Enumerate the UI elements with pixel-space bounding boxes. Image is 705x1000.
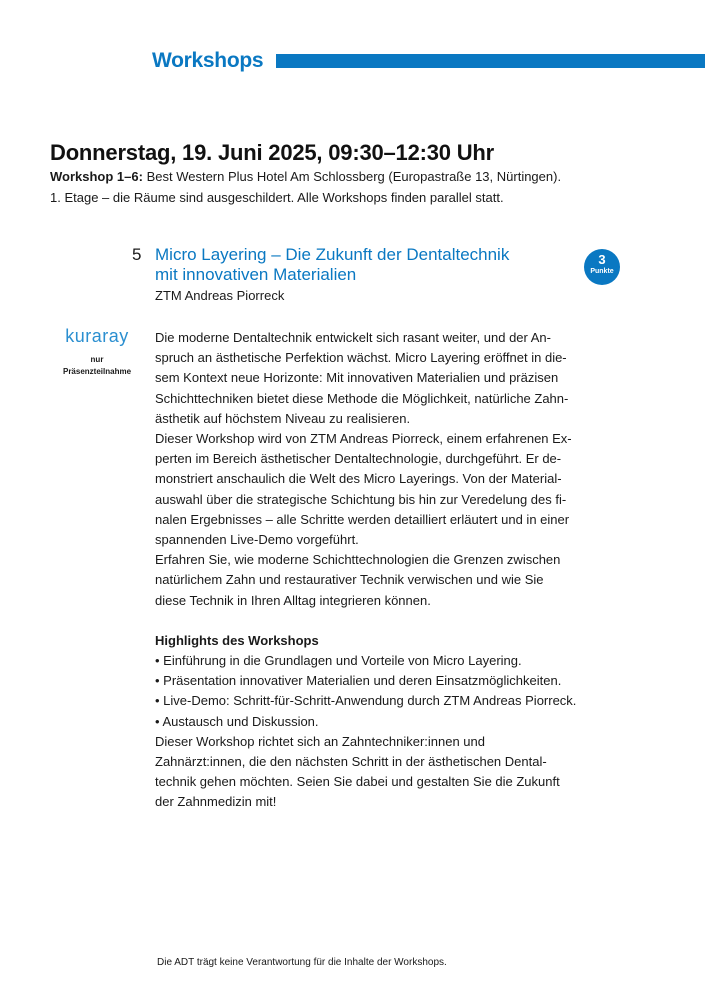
description-line: monstriert anschaulich die Welt des Micro Layerings. Von der Material- [155, 471, 562, 487]
description-line: spannenden Live-Demo vorgeführt. [155, 532, 359, 548]
description-line: Erfahren Sie, wie moderne Schichttechnologien die Grenzen zwischen [155, 552, 561, 568]
closing-line: Zahnärzt:innen, die den nächsten Schritt in der ästhetischen Dental- [155, 754, 547, 770]
attendance-note [52, 354, 142, 378]
workshop-title-line: Micro Layering – Die Zukunft der Dentaltechnik [155, 245, 510, 264]
closing-line: Dieser Workshop richtet sich an Zahntechniker:innen und [155, 733, 485, 749]
highlight-item: • Live-Demo: Schritt-für-Schritt-Anwendung durch ZTM Andreas Piorreck. [155, 693, 577, 709]
description-line: spruch an ästhetische Perfektion wächst. Micro Layering eröffnet in die- [155, 350, 567, 366]
description-line: natürlichem Zahn und restaurativer Technik verwischen und wie Sie [155, 572, 544, 588]
description-line: diese Technik in Ihren Alltag integrieren können. [155, 592, 431, 608]
section-accent-bar [276, 54, 705, 68]
closing-line: der Zahnmedizin mit! [155, 794, 277, 810]
venue-info [50, 166, 561, 208]
highlights-title: Highlights des Workshops [155, 632, 319, 648]
description-line: perten im Bereich ästhetischer Dentaltechnologie, durchgeführt. Er de- [155, 451, 562, 467]
points-badge [584, 249, 620, 285]
description-line: nalen Ergebnisses – alle Schritte werden detailliert erläutert und in einer [155, 511, 570, 527]
attendance-note-line: Präsenzteilnahme [62, 367, 132, 376]
highlight-item: • Austausch und Diskussion. [155, 713, 319, 729]
venue-text: Best Western Plus Hotel Am Schlossberg (Europastraße 13, Nürtingen). [142, 169, 562, 184]
highlight-item: • Präsentation innovativer Materialien und deren Einsatzmöglichkeiten. [155, 673, 562, 689]
venue-note: 1. Etage – die Räume sind ausgeschildert. Alle Workshops finden parallel statt. [50, 190, 504, 205]
workshop-speaker: ZTM Andreas Piorreck [155, 288, 285, 303]
description-line: ästhetik auf höchstem Niveau zu realisieren. [155, 410, 411, 426]
session-date-heading: Donnerstag, 19. Juni 2025, 09:30–12:30 Uhr [50, 140, 495, 165]
workshop-description [155, 328, 625, 813]
description-line: Die moderne Dentaltechnik entwickelt sich rasant weiter, und der An- [155, 330, 551, 345]
workshop-title [155, 245, 575, 285]
closing-line: technik gehen möchten. Seien Sie dabei und gestalten Sie die Zukunft [155, 774, 560, 790]
highlight-item: • Einführung in die Grundlagen und Vorteile von Micro Layering. [155, 653, 522, 669]
description-line: Schichttechniken bietet diese Methode die Möglichkeit, natürliche Zahn- [155, 390, 569, 406]
workshop-title-line: mit innovativen Materialien [155, 265, 357, 284]
description-line: auswahl über die strategische Schichtung bis hin zur Veredelung des fi- [155, 491, 567, 507]
section-header [152, 48, 705, 74]
description-line: Dieser Workshop wird von ZTM Andreas Piorreck, einem erfahrenen Ex- [155, 431, 572, 447]
workshop-number: 5 [132, 245, 142, 264]
attendance-note-line: nur [90, 355, 104, 364]
points-label: Punkte [590, 268, 614, 275]
points-value: 3 [598, 252, 606, 267]
venue-line [50, 166, 561, 187]
sponsor-logo: kuraray [65, 326, 129, 346]
section-title: Workshops [152, 49, 264, 72]
description-line: sem Kontext neue Horizonte: Mit innovativen Materialien und präzisen [155, 370, 559, 386]
footer-disclaimer: Die ADT trägt keine Verantwortung für die Inhalte der Workshops. [157, 957, 447, 968]
venue-label: Workshop 1–6: [50, 169, 143, 184]
paragraph-gap [155, 611, 625, 631]
sponsor-block [52, 325, 142, 378]
